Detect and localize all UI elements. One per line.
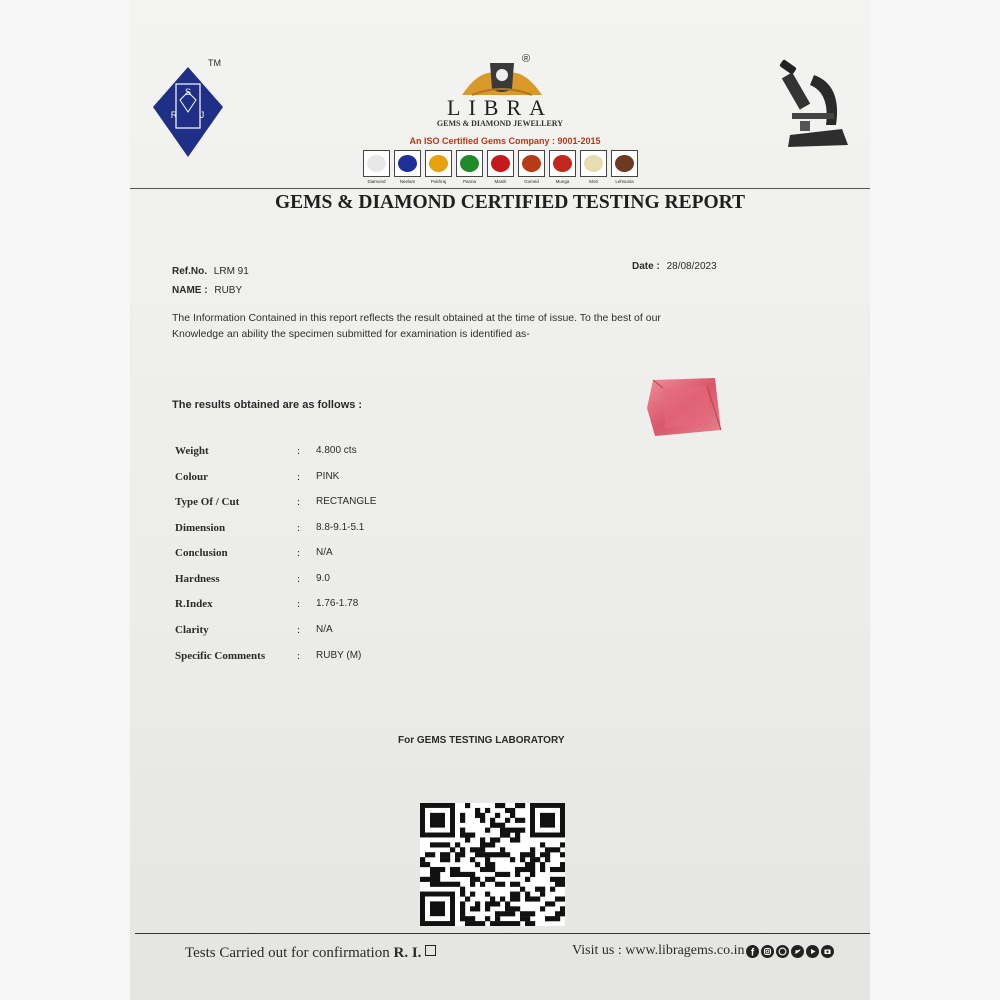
result-value: 1.76-1.78 <box>316 598 359 609</box>
ruby-gem-photo-icon <box>645 378 723 438</box>
gemstone-color <box>398 155 417 172</box>
gemstone-swatch-icon <box>518 150 545 177</box>
gemstone-item <box>486 150 515 190</box>
gemstone-swatch-icon <box>549 150 576 177</box>
date-label: Date : <box>632 261 660 272</box>
gemstone-item <box>548 150 577 190</box>
result-colon: : <box>297 624 301 636</box>
result-label: Type Of / Cut <box>175 496 240 508</box>
gemstone-item <box>362 150 391 190</box>
whatsapp-icon[interactable] <box>776 945 789 958</box>
result-colon: : <box>297 496 301 508</box>
intro-paragraph <box>172 310 792 342</box>
website-line <box>572 943 834 959</box>
gemstone-name: Lehsunia <box>615 179 634 184</box>
gemstone-swatch-icon <box>611 150 638 177</box>
gemstone-name: Diamond <box>367 179 386 184</box>
result-colon: : <box>297 650 301 662</box>
gemstone-name: Moti <box>589 179 598 184</box>
result-label: Clarity <box>175 624 209 636</box>
intro-line-2: Knowledge an ability the specimen submitted for examination is identified as- <box>172 328 530 340</box>
gemstone-item <box>424 150 453 190</box>
ref-value: LRM 91 <box>213 266 249 277</box>
qr-code-icon[interactable] <box>420 803 565 926</box>
gemstone-color <box>584 155 603 172</box>
result-colon: : <box>297 445 301 457</box>
social-icons <box>746 945 834 958</box>
srj-logo-icon <box>148 62 228 162</box>
gemstone-color <box>615 155 634 172</box>
results-heading: The results obtained are as follows : <box>172 399 363 411</box>
trademark-mark: TM <box>208 58 221 68</box>
svg-text:f: f <box>751 947 755 958</box>
gemstone-swatch-icon <box>487 150 514 177</box>
result-value: 9.0 <box>316 573 330 584</box>
svg-text:J: J <box>199 110 205 120</box>
gemstone-swatch-icon <box>456 150 483 177</box>
gemstone-name: Neelam <box>399 179 416 184</box>
result-value: 8.8-9.1-5.1 <box>316 522 365 533</box>
result-value: PINK <box>316 471 340 482</box>
result-value: 4.800 cts <box>316 445 357 456</box>
ref-label: Ref.No. <box>172 266 207 277</box>
twitter-icon[interactable] <box>791 945 804 958</box>
gemstone-color <box>553 155 572 172</box>
name-value: RUBY <box>214 285 243 296</box>
gemstone-color <box>522 155 541 172</box>
name-label: NAME : <box>172 285 208 296</box>
background-left <box>0 0 130 1000</box>
gemstone-swatch-icon <box>394 150 421 177</box>
libra-emblem-icon <box>452 55 552 99</box>
gemstone-item <box>393 150 422 190</box>
header-divider <box>130 188 870 189</box>
instagram-icon[interactable] <box>761 945 774 958</box>
date-value: 28/08/2023 <box>666 261 717 272</box>
facebook-icon[interactable] <box>746 945 759 958</box>
microscope-icon <box>770 55 855 155</box>
lab-signature-line: For GEMS TESTING LABORATORY <box>398 735 565 746</box>
gemstone-name: Panna <box>462 179 476 184</box>
background-right <box>870 0 1000 1000</box>
gemstone-item <box>517 150 546 190</box>
footer-divider <box>135 933 870 934</box>
brand-name: LIBRA <box>447 95 553 120</box>
gemstone-name: Gomed <box>524 179 539 184</box>
gemstone-color <box>429 155 448 172</box>
gemstone-color <box>367 155 386 172</box>
result-colon: : <box>297 547 301 559</box>
result-label: R.Index <box>175 598 213 610</box>
gemstone-swatch-icon <box>580 150 607 177</box>
gemstone-strip <box>362 150 652 190</box>
gemstone-name: Pukhraj <box>430 179 447 184</box>
tests-text: Tests Carried out for confirmation <box>185 945 390 961</box>
svg-text:S: S <box>184 87 192 97</box>
result-label: Dimension <box>175 522 226 534</box>
svg-text:R: R <box>170 110 178 120</box>
brand-subtitle: GEMS & DIAMOND JEWELLERY <box>436 119 564 128</box>
result-value: RUBY (M) <box>316 650 362 661</box>
tests-code: R. I. <box>393 945 422 961</box>
result-label: Weight <box>175 445 209 457</box>
specimen-name <box>172 285 242 296</box>
ref-number <box>172 266 249 277</box>
iso-line: An ISO Certified Gems Company : 9001-2015 <box>409 136 601 146</box>
result-colon: : <box>297 522 301 534</box>
result-label: Colour <box>175 471 208 483</box>
result-value: N/A <box>316 547 333 558</box>
result-colon: : <box>297 573 301 585</box>
checkbox-mark <box>425 945 436 956</box>
gemstone-name: Munga <box>555 179 570 184</box>
result-label: Specific Comments <box>175 650 266 662</box>
result-colon: : <box>297 471 301 483</box>
result-value: N/A <box>316 624 333 635</box>
result-label: Conclusion <box>175 547 228 559</box>
gemstone-item <box>579 150 608 190</box>
gemstone-name: Manik <box>494 179 507 184</box>
website-text[interactable]: Visit us : www.libragems.co.in <box>572 943 745 958</box>
tests-note <box>185 945 436 962</box>
gemstone-color <box>460 155 479 172</box>
registered-mark: ® <box>522 53 531 65</box>
report-date <box>632 261 717 272</box>
gemstone-swatch-icon <box>363 150 390 177</box>
gemstone-item <box>455 150 484 190</box>
report-title: GEMS & DIAMOND CERTIFIED TESTING REPORT <box>274 192 746 213</box>
result-label: Hardness <box>175 573 220 585</box>
gemstone-item <box>610 150 639 190</box>
youtube-icon[interactable] <box>806 945 819 958</box>
gemstone-color <box>491 155 510 172</box>
gemstone-swatch-icon <box>425 150 452 177</box>
result-colon: : <box>297 598 301 610</box>
intro-line-1: The Information Contained in this report reflects the result obtained at the time of issue. To the best of our <box>172 312 661 324</box>
result-value: RECTANGLE <box>316 496 377 507</box>
camera-icon[interactable] <box>821 945 834 958</box>
